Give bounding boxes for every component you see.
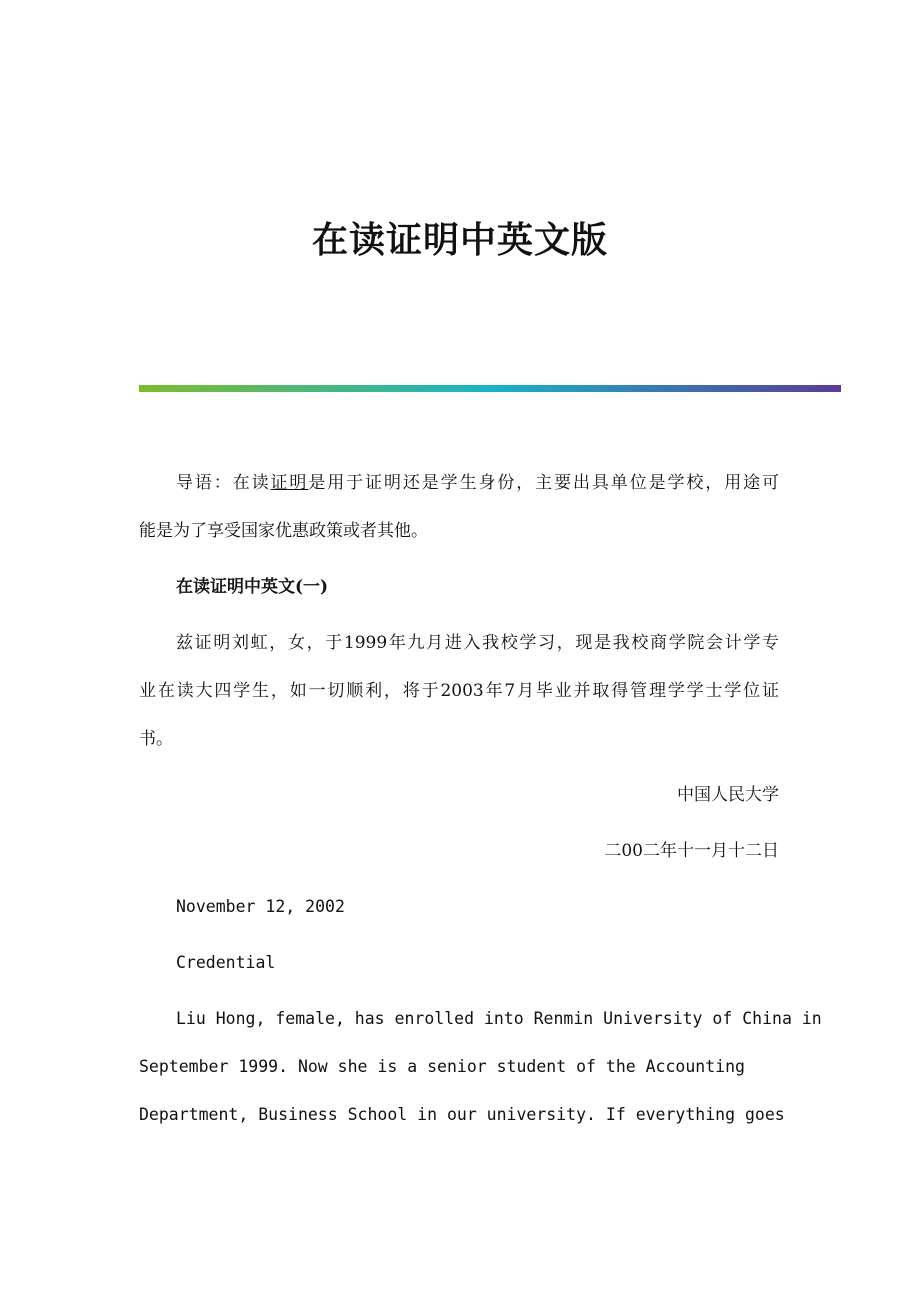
section-heading: 在读证明中英文(一) [176, 577, 329, 597]
english-heading: Credential [176, 953, 276, 972]
chinese-body-line-3: 书。 [139, 729, 173, 749]
issuer-name: 中国人民大学 [677, 785, 779, 805]
english-date: November 12, 2002 [176, 897, 345, 916]
chinese-body-line-1: 兹证明刘虹，女，于1999年九月进入我校学习，现是我校商学院会计学专 [176, 633, 779, 653]
intro-suffix: 是用于证明还是学生身份，主要出具单位是学校，用途可 [308, 473, 780, 493]
document-title: 在读证明中英文版 [311, 219, 608, 261]
intro-link[interactable]: 证明 [270, 473, 309, 493]
chinese-body-line-2: 业在读大四学生，如一切顺利，将于2003年7月毕业并取得管理学学士学位证 [139, 681, 779, 701]
intro-line-1 [176, 471, 779, 495]
intro-line-2: 能是为了享受国家优惠政策或者其他。 [139, 521, 428, 541]
english-body-line-3: Department, Business School in our university. If everything goes [139, 1105, 785, 1124]
intro-prefix: 导语：在读 [176, 473, 271, 493]
english-body-line-2: September 1999. Now she is a senior student of the Accounting [139, 1057, 745, 1076]
gradient-divider [139, 385, 841, 392]
english-body-line-1: Liu Hong, female, has enrolled into Renmin University of China in [176, 1009, 822, 1028]
issue-date-cn: 二00二年十一月十二日 [604, 841, 779, 861]
